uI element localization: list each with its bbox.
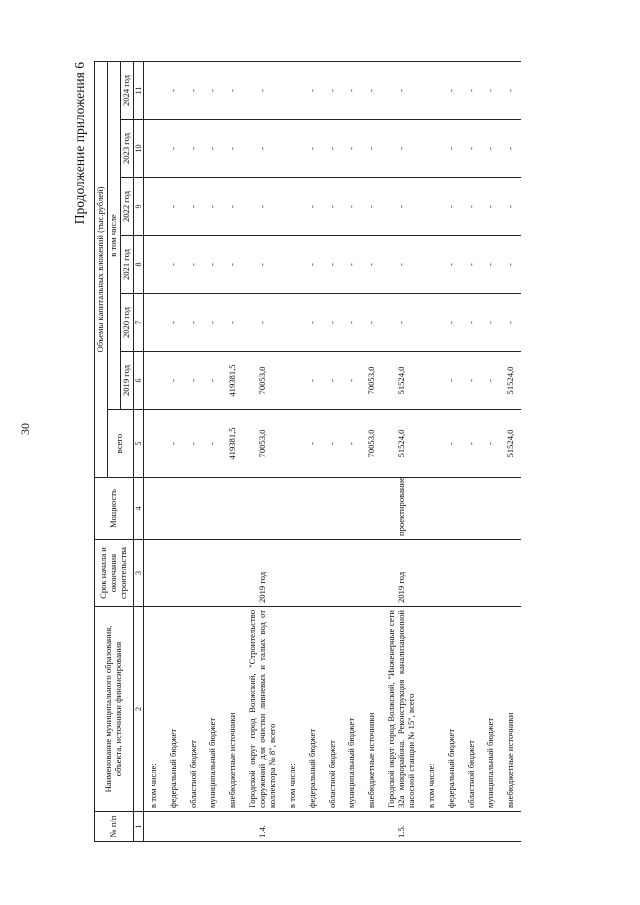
row-year-value: - <box>342 352 362 410</box>
row-period <box>143 540 163 607</box>
row-capacity <box>422 478 442 540</box>
row-year-value: - <box>442 178 462 236</box>
row-year-value <box>283 236 303 294</box>
table-row <box>501 61 521 841</box>
row-name: в том числе: <box>143 607 163 812</box>
appendix-caption: Продолжение приложения 6 <box>72 62 87 225</box>
row-capacity: проектирование <box>382 478 422 540</box>
row-year-value: - <box>164 294 184 352</box>
row-total-value: - <box>164 410 184 478</box>
row-name: муниципальный бюджет <box>481 607 501 812</box>
row-year-value: - <box>164 61 184 119</box>
row-number <box>184 812 204 842</box>
row-year-value <box>283 294 303 352</box>
row-year-value <box>422 236 442 294</box>
row-name: федеральный бюджет <box>303 607 323 812</box>
row-year-value: - <box>501 236 521 294</box>
row-year-value: - <box>342 294 362 352</box>
row-year-value: - <box>462 352 482 410</box>
column-index: 5 <box>133 410 143 478</box>
row-year-value: - <box>303 120 323 178</box>
row-year-value: - <box>462 178 482 236</box>
row-capacity <box>243 478 283 540</box>
row-year-value: - <box>362 120 382 178</box>
row-period <box>442 540 462 607</box>
row-year-value: - <box>164 120 184 178</box>
row-year-value: - <box>362 294 382 352</box>
table-row <box>323 61 343 841</box>
row-number <box>422 812 442 842</box>
row-name: внебюджетные источники <box>362 607 382 812</box>
row-year-value: - <box>362 178 382 236</box>
row-year-value: - <box>501 61 521 119</box>
row-number <box>323 812 343 842</box>
row-year-value: - <box>382 236 422 294</box>
row-year-value: - <box>303 294 323 352</box>
row-year-value: - <box>243 120 283 178</box>
row-year-value: - <box>382 294 422 352</box>
row-year-value: - <box>203 178 223 236</box>
row-name: областной бюджет <box>184 607 204 812</box>
row-total-value: - <box>342 410 362 478</box>
row-year-value: 70053,0 <box>243 352 283 410</box>
row-year-value: - <box>203 236 223 294</box>
row-year-value <box>143 120 163 178</box>
row-total-value <box>422 410 442 478</box>
row-year-value <box>143 352 163 410</box>
row-year-value: - <box>223 61 243 119</box>
row-year-value: - <box>481 61 501 119</box>
table-header <box>95 61 144 841</box>
row-period <box>462 540 482 607</box>
page-number: 30 <box>18 423 32 435</box>
rotated-landscape-page <box>66 62 626 842</box>
row-capacity <box>362 478 382 540</box>
header-incl: в том числе <box>107 61 120 409</box>
row-year-value <box>422 120 442 178</box>
row-number <box>501 812 521 842</box>
row-year-value: - <box>342 61 362 119</box>
row-period <box>184 540 204 607</box>
row-year-value: - <box>184 294 204 352</box>
header-num: № п/п <box>95 812 134 842</box>
row-year-value <box>283 178 303 236</box>
header-year: 2019 год <box>120 352 133 410</box>
header-volume: Объемы капитальных вложений (тыс.рублей) <box>95 61 108 477</box>
row-year-value: - <box>462 294 482 352</box>
header-capacity: Мощность <box>95 478 134 540</box>
row-year-value: - <box>223 120 243 178</box>
row-year-value: 51524,0 <box>382 352 422 410</box>
row-year-value: - <box>203 61 223 119</box>
row-year-value: - <box>362 236 382 294</box>
row-total-value: 419381,5 <box>223 410 243 478</box>
row-year-value: - <box>442 236 462 294</box>
row-year-value <box>283 120 303 178</box>
row-year-value: - <box>462 236 482 294</box>
table-row <box>382 61 422 841</box>
row-name: в том числе: <box>283 607 303 812</box>
table-row <box>303 61 323 841</box>
row-year-value: - <box>481 294 501 352</box>
row-period <box>164 540 184 607</box>
row-number <box>342 812 362 842</box>
row-year-value <box>422 294 442 352</box>
row-period <box>422 540 442 607</box>
row-year-value: - <box>462 120 482 178</box>
column-index: 6 <box>133 352 143 410</box>
column-index: 4 <box>133 478 143 540</box>
row-year-value: - <box>442 294 462 352</box>
header-total: всего <box>107 410 133 478</box>
table-row <box>422 61 442 841</box>
row-number <box>223 812 243 842</box>
row-year-value: - <box>382 61 422 119</box>
row-year-value: - <box>323 61 343 119</box>
row-year-value: - <box>184 120 204 178</box>
row-year-value: - <box>184 61 204 119</box>
row-period: 2019 год <box>243 540 283 607</box>
row-capacity <box>203 478 223 540</box>
header-year: 2022 год <box>120 178 133 236</box>
row-year-value: - <box>442 120 462 178</box>
row-year-value: - <box>442 61 462 119</box>
row-total-value: - <box>303 410 323 478</box>
column-index: 11 <box>133 61 143 119</box>
row-number <box>143 812 163 842</box>
row-capacity <box>164 478 184 540</box>
row-year-value: - <box>223 236 243 294</box>
column-index: 10 <box>133 120 143 178</box>
row-year-value: - <box>362 61 382 119</box>
row-total-value: - <box>481 410 501 478</box>
row-capacity <box>342 478 362 540</box>
row-name: федеральный бюджет <box>164 607 184 812</box>
column-index: 7 <box>133 294 143 352</box>
row-name: внебюджетные источники <box>501 607 521 812</box>
header-year: 2020 год <box>120 294 133 352</box>
row-year-value: - <box>184 352 204 410</box>
row-total-value: 51524,0 <box>382 410 422 478</box>
column-index: 1 <box>133 812 143 842</box>
row-total-value: 70053,0 <box>243 410 283 478</box>
row-capacity <box>442 478 462 540</box>
row-year-value: - <box>462 61 482 119</box>
row-period <box>342 540 362 607</box>
row-name: областной бюджет <box>462 607 482 812</box>
row-total-value: 70053,0 <box>362 410 382 478</box>
row-year-value: - <box>203 120 223 178</box>
row-period <box>223 540 243 607</box>
row-year-value: - <box>481 236 501 294</box>
row-year-value: - <box>184 236 204 294</box>
header-period: Срок начала и окончания строительства <box>95 540 134 607</box>
row-year-value <box>143 236 163 294</box>
row-number <box>303 812 323 842</box>
row-year-value: - <box>243 236 283 294</box>
row-name: муниципальный бюджет <box>342 607 362 812</box>
column-index-row <box>133 61 143 841</box>
row-name: в том числе: <box>422 607 442 812</box>
row-year-value: - <box>303 236 323 294</box>
row-total-value: - <box>184 410 204 478</box>
header-year: 2021 год <box>120 236 133 294</box>
table-row <box>184 61 204 841</box>
row-year-value: - <box>243 178 283 236</box>
row-year-value: 51524,0 <box>501 352 521 410</box>
header-name: Наименование муниципального образования, объекта, источники финансирования <box>95 607 134 812</box>
row-year-value: - <box>342 120 362 178</box>
table-body <box>143 61 521 841</box>
row-capacity <box>283 478 303 540</box>
row-period <box>323 540 343 607</box>
row-period <box>481 540 501 607</box>
row-capacity <box>323 478 343 540</box>
row-number <box>481 812 501 842</box>
row-year-value: - <box>501 178 521 236</box>
row-total-value: - <box>203 410 223 478</box>
row-capacity <box>143 478 163 540</box>
column-index: 8 <box>133 236 143 294</box>
row-year-value: - <box>323 178 343 236</box>
row-capacity <box>481 478 501 540</box>
row-capacity <box>501 478 521 540</box>
row-period <box>362 540 382 607</box>
row-year-value <box>422 61 442 119</box>
row-year-value: 70053,0 <box>362 352 382 410</box>
column-index: 3 <box>133 540 143 607</box>
row-period <box>283 540 303 607</box>
header-year: 2024 год <box>120 61 133 119</box>
row-period <box>303 540 323 607</box>
row-year-value <box>143 178 163 236</box>
row-year-value: - <box>164 178 184 236</box>
row-name: муниципальный бюджет <box>203 607 223 812</box>
row-number <box>462 812 482 842</box>
row-year-value: - <box>203 294 223 352</box>
table-row <box>143 61 163 841</box>
row-number <box>203 812 223 842</box>
table-row <box>223 61 243 841</box>
row-year-value: - <box>323 120 343 178</box>
row-year-value <box>422 178 442 236</box>
column-index: 9 <box>133 178 143 236</box>
table-row <box>243 61 283 841</box>
row-total-value: - <box>442 410 462 478</box>
row-capacity <box>223 478 243 540</box>
row-year-value: - <box>323 352 343 410</box>
row-number: 1.4. <box>243 812 283 842</box>
row-year-value: - <box>382 120 422 178</box>
column-index: 2 <box>133 607 143 812</box>
row-total-value <box>143 410 163 478</box>
row-capacity <box>184 478 204 540</box>
row-number <box>362 812 382 842</box>
row-capacity <box>303 478 323 540</box>
row-year-value <box>283 352 303 410</box>
row-total-value: - <box>323 410 343 478</box>
row-year-value: - <box>184 178 204 236</box>
row-year-value: - <box>481 352 501 410</box>
row-period <box>203 540 223 607</box>
row-number <box>164 812 184 842</box>
table-row <box>442 61 462 841</box>
row-year-value <box>143 294 163 352</box>
row-year-value: - <box>501 294 521 352</box>
row-year-value: - <box>223 178 243 236</box>
table-row <box>342 61 362 841</box>
row-name: областной бюджет <box>323 607 343 812</box>
row-year-value: - <box>223 294 243 352</box>
row-year-value: - <box>342 178 362 236</box>
table-row <box>164 61 184 841</box>
table-row <box>203 61 223 841</box>
row-year-value: - <box>382 178 422 236</box>
row-number: 1.5. <box>382 812 422 842</box>
table-row <box>362 61 382 841</box>
row-year-value: - <box>243 294 283 352</box>
row-total-value <box>283 410 303 478</box>
row-year-value: - <box>303 61 323 119</box>
row-year-value <box>283 61 303 119</box>
table-row <box>462 61 482 841</box>
row-period <box>501 540 521 607</box>
row-capacity <box>462 478 482 540</box>
row-year-value: - <box>323 294 343 352</box>
capital-investment-table <box>94 61 521 842</box>
row-year-value: - <box>303 178 323 236</box>
row-total-value: 51524,0 <box>501 410 521 478</box>
row-year-value: - <box>303 352 323 410</box>
row-period: 2019 год <box>382 540 422 607</box>
row-name: Городской округ город Волжский, "Строительство сооружений для очистки ливневых и талых вод от коллектора № 8", всего <box>243 607 283 812</box>
row-name: федеральный бюджет <box>442 607 462 812</box>
row-year-value: - <box>481 120 501 178</box>
table-row <box>481 61 501 841</box>
row-year-value <box>422 352 442 410</box>
row-year-value: - <box>243 61 283 119</box>
row-year-value: - <box>203 352 223 410</box>
row-total-value: - <box>462 410 482 478</box>
row-number <box>283 812 303 842</box>
row-year-value: - <box>164 236 184 294</box>
row-year-value: - <box>481 178 501 236</box>
row-number <box>442 812 462 842</box>
row-year-value: 419381,5 <box>223 352 243 410</box>
row-name: внебюджетные источники <box>223 607 243 812</box>
row-name: Городской округ город Волжский, "Инженерные сети 32а микрорайона. Реконструкция канализационной насосной станции № 15", всего <box>382 607 422 812</box>
table-row <box>283 61 303 841</box>
row-year-value: - <box>323 236 343 294</box>
row-year-value <box>143 61 163 119</box>
row-year-value: - <box>442 352 462 410</box>
row-year-value: - <box>342 236 362 294</box>
row-year-value: - <box>501 120 521 178</box>
header-year: 2023 год <box>120 120 133 178</box>
row-year-value: - <box>164 352 184 410</box>
